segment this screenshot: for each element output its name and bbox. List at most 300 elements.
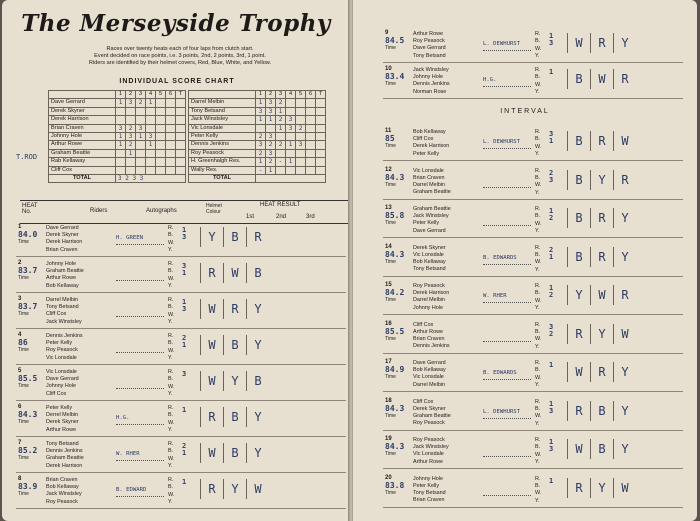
time-label: Time <box>385 81 396 87</box>
rider-name: Arthur Rowe <box>46 426 76 433</box>
result-colour: Y <box>613 33 636 53</box>
colour-code: R. <box>535 360 541 366</box>
heat-number: 18 <box>385 397 392 404</box>
position-mark: 1 <box>549 68 554 76</box>
heat-number: 14 <box>385 243 392 250</box>
rider-name: Rab Kellaway <box>49 158 116 166</box>
heat-number-block <box>18 224 46 245</box>
position-marks <box>182 443 196 457</box>
colour-code: B. <box>168 484 174 491</box>
rider-name: Dave Gerrard <box>46 225 79 231</box>
rider-list <box>46 477 112 506</box>
score-cell <box>316 124 326 132</box>
score-row <box>49 141 186 149</box>
heat-time: 84.5 <box>385 36 405 45</box>
colour-code: W. <box>168 491 175 498</box>
score-row <box>49 116 186 124</box>
heat-column-label: HEAT No. <box>22 203 38 215</box>
position-mark: 3 <box>182 233 187 241</box>
time-label: Time <box>18 275 29 281</box>
heat-row <box>16 368 346 401</box>
score-cell: 1 <box>146 141 156 149</box>
colour-code: W. <box>535 490 542 497</box>
score-chart-title: INDIVIDUAL SCORE CHART <box>119 78 235 85</box>
helmet-colours <box>535 399 547 429</box>
colour-code: B. <box>168 448 174 455</box>
rider-name: Vic Lonsdale <box>46 369 77 375</box>
colour-code: B. <box>168 304 174 311</box>
heat-number-block <box>18 368 46 389</box>
result-colour: W <box>200 371 223 391</box>
rider-name: Brian Craven <box>49 124 116 132</box>
colour-code: B. <box>168 376 174 383</box>
score-cell: 1 <box>116 141 126 149</box>
heat-time: 83.7 <box>18 302 38 311</box>
result-colour: R <box>246 227 269 247</box>
score-cell: 3 <box>286 116 296 124</box>
colour-code: B. <box>535 482 541 489</box>
time-label: Time <box>385 45 396 51</box>
colour-code: R. <box>535 206 541 212</box>
heat-number-block <box>385 167 413 188</box>
result-colour: Y <box>613 439 636 459</box>
rider-name: Brian Craven <box>413 497 445 504</box>
score-header-cell: 4 <box>146 91 156 99</box>
score-row <box>189 149 326 157</box>
time-label: Time <box>385 297 396 303</box>
colour-code: R. <box>535 321 541 328</box>
colour-code: Y. <box>535 459 540 466</box>
score-cell <box>166 116 176 124</box>
position-marks <box>182 479 196 486</box>
score-header-name <box>189 91 256 99</box>
heat-number-block <box>385 30 413 51</box>
result-colour: Y <box>590 170 613 190</box>
total-label: TOTAL <box>49 175 116 183</box>
position-mark: 3 <box>549 406 554 415</box>
rider-name: Graham Beattie <box>413 206 451 212</box>
autograph-line: H.G. <box>116 415 164 425</box>
position-mark: 3 <box>549 445 554 453</box>
heat-row <box>383 128 683 161</box>
position-mark: 1 <box>549 32 554 40</box>
position-mark: 3 <box>182 370 187 378</box>
score-cell <box>316 107 326 115</box>
riders-column-label: Riders <box>90 208 108 214</box>
heat-row <box>383 321 683 354</box>
score-header-cell: 3 <box>276 91 286 99</box>
colour-code: B. <box>535 405 541 412</box>
colour-code: R. <box>535 167 541 174</box>
score-header-cell: T <box>176 91 186 99</box>
colour-code: B. <box>535 290 541 297</box>
heat-result <box>567 324 636 344</box>
heat-time: 84.3 <box>385 442 405 451</box>
autograph-line <box>116 379 164 389</box>
heat-number: 13 <box>385 205 392 211</box>
heat-result <box>567 401 636 421</box>
colour-code: W. <box>168 347 175 354</box>
score-cell <box>286 166 296 174</box>
heat-number: 4 <box>18 332 22 338</box>
position-mark: 1 <box>549 476 554 485</box>
position-marks <box>549 247 563 261</box>
score-cell: - <box>276 158 286 166</box>
heat-number: 19 <box>385 436 392 442</box>
rider-name: Vic Lonsdale <box>46 354 77 361</box>
rider-name: Jack Winstsley <box>46 318 82 325</box>
intro-text <box>50 46 310 67</box>
rider-name: Cliff Cox <box>46 390 67 397</box>
rider-name: Tony Betsand <box>189 107 256 115</box>
autograph-line: W. RHER <box>483 293 531 303</box>
autograph-line <box>483 332 531 342</box>
rider-name: Vic Lonsdale <box>413 251 444 258</box>
heat-row <box>383 282 683 315</box>
rider-name: Brian Craven <box>413 335 445 342</box>
colour-code: Y. <box>168 391 173 398</box>
score-cell <box>296 149 306 157</box>
rider-list <box>413 476 479 505</box>
result-colour: R <box>613 170 636 190</box>
rider-name: Cliff Cox <box>49 166 116 174</box>
time-label: Time <box>385 181 396 188</box>
score-cell <box>116 107 126 115</box>
score-cell: 3 <box>126 99 136 107</box>
heat-result <box>200 299 269 319</box>
rider-name: Tony Betsand <box>46 441 79 447</box>
score-row <box>189 158 326 166</box>
total-label: TOTAL <box>189 175 256 183</box>
colour-code: W. <box>168 311 175 318</box>
score-cell <box>296 116 306 124</box>
heat-row <box>383 436 683 469</box>
heat-number: 7 <box>18 440 22 446</box>
result-colour: Y <box>590 478 613 498</box>
score-cell <box>136 149 146 157</box>
score-cell <box>156 141 166 149</box>
score-cell: 2 <box>266 158 276 166</box>
rider-name: Darrel Melbin <box>413 297 446 304</box>
rider-name: Cliff Cox <box>413 321 434 328</box>
colour-code: B. <box>168 268 174 275</box>
rider-name: Dennis Jenkins <box>413 343 450 350</box>
position-mark: 1 <box>549 399 554 408</box>
time-label: Time <box>385 143 396 149</box>
rider-list <box>413 322 479 351</box>
rider-name: Graham Beattie <box>413 189 451 196</box>
score-cell <box>296 99 306 107</box>
heat-row <box>383 205 683 238</box>
score-row <box>49 149 186 157</box>
heat-number: 11 <box>385 128 392 134</box>
heat-time: 84.3 <box>18 410 38 419</box>
heat-row <box>16 224 346 257</box>
position-marks <box>549 170 563 184</box>
colour-code: W. <box>535 220 542 227</box>
autograph-line <box>483 447 531 457</box>
time-label: Time <box>18 383 29 389</box>
result-colour: W <box>567 362 590 382</box>
score-header-cell: 6 <box>306 91 316 99</box>
result-colour: W <box>567 439 590 459</box>
result-colour: Y <box>223 371 246 391</box>
heat-result <box>200 479 269 499</box>
rider-name: Darrel Melbin <box>413 181 446 188</box>
result-colour: W <box>613 131 636 151</box>
rider-list <box>46 369 112 398</box>
time-label: Time <box>385 335 396 342</box>
position-mark: 1 <box>549 207 554 215</box>
result-colour: Y <box>613 401 636 421</box>
heat-row <box>16 476 346 509</box>
score-cell <box>306 99 316 107</box>
heat-time: 84.3 <box>385 403 405 413</box>
time-label: Time <box>18 491 29 497</box>
result-colour: R <box>613 69 636 89</box>
heat-time: 83.7 <box>18 266 38 275</box>
score-cell <box>296 133 306 141</box>
colour-code: Y. <box>535 53 540 60</box>
colour-code: Y. <box>535 343 540 350</box>
score-cell <box>286 107 296 115</box>
score-cell <box>156 158 166 166</box>
score-header-name <box>49 91 116 99</box>
score-row <box>189 99 326 107</box>
rider-name: Vic Lonsdale <box>413 451 444 458</box>
heat-number: 10 <box>385 66 392 72</box>
rider-name: Brian Craven <box>46 477 78 483</box>
score-cell <box>176 107 186 115</box>
autograph-line: B. EDWARD <box>116 487 164 497</box>
colour-code: W. <box>535 374 542 381</box>
colour-code: Y. <box>535 420 540 427</box>
colour-code: W. <box>535 413 542 420</box>
result-colour: W <box>613 478 636 498</box>
result-colour: Y <box>613 247 636 267</box>
score-row <box>49 166 186 174</box>
score-row <box>49 99 186 107</box>
heat-number: 15 <box>385 282 392 288</box>
score-cell <box>176 124 186 132</box>
heat-number: 17 <box>385 359 392 365</box>
score-cell <box>286 133 296 141</box>
colour-code: Y. <box>535 228 540 235</box>
rider-name: Dennis Jenkins <box>46 333 83 339</box>
heat-number: 9 <box>385 30 389 36</box>
score-row <box>189 133 326 141</box>
time-label: Time <box>18 455 29 461</box>
heat-number-block <box>385 66 413 87</box>
score-header-cell: T <box>316 91 326 99</box>
autograph-line: W. RHER <box>116 451 164 461</box>
heat-row <box>16 404 346 437</box>
rider-name: Cliff Cox <box>413 136 434 143</box>
rider-name: Arthur Rowe <box>46 275 76 282</box>
rider-name: Vic Lonsdale <box>413 167 444 174</box>
position-mark: 1 <box>549 361 554 369</box>
position-mark: 1 <box>182 226 187 234</box>
helmet-colours <box>535 67 547 97</box>
heat-row <box>383 475 683 508</box>
rider-name: Bob Kellaway <box>413 129 446 135</box>
third-label: 3rd <box>306 214 315 220</box>
score-cell <box>166 99 176 107</box>
position-mark: 3 <box>549 175 554 184</box>
score-header-cell: 5 <box>296 91 306 99</box>
result-colour: R <box>567 478 590 498</box>
rider-name: Graham Beattie <box>46 455 84 462</box>
heat-number-block <box>385 436 413 457</box>
score-cell: 3 <box>266 107 276 115</box>
result-colour: Y <box>246 299 269 319</box>
result-colour: R <box>223 299 246 319</box>
rider-name: Derek Harrison <box>413 143 450 150</box>
rider-name: Dennis Jenkins <box>413 81 450 88</box>
position-mark: 1 <box>182 406 187 414</box>
helmet-colours <box>168 261 180 291</box>
colour-code: Y. <box>535 151 540 158</box>
position-marks <box>549 285 563 299</box>
colour-code: W. <box>168 455 175 462</box>
time-label: Time <box>18 239 29 245</box>
programme-title: The Merseyside Trophy <box>21 10 331 37</box>
helmet-colours <box>535 437 547 467</box>
heat-number-block <box>385 398 413 419</box>
result-colour: B <box>567 208 590 228</box>
colour-code: Y. <box>168 319 173 326</box>
rider-list <box>46 441 112 470</box>
score-cell <box>306 124 316 132</box>
score-table-right <box>188 90 326 183</box>
rider-name: Bob Kellaway <box>413 367 446 374</box>
score-header-cell: 2 <box>266 91 276 99</box>
result-colour: B <box>590 439 613 459</box>
heat-number-block <box>18 332 46 353</box>
heat-number-block <box>18 296 46 317</box>
score-cell: 2 <box>126 141 136 149</box>
position-mark: 1 <box>182 341 187 349</box>
left-page <box>2 0 350 521</box>
score-cell <box>276 133 286 141</box>
rider-name: Vic Lonsdale <box>189 124 256 132</box>
rider-name: Derek Skyner <box>413 244 446 251</box>
score-cell <box>116 149 126 157</box>
score-cell <box>116 166 126 174</box>
helmet-colours <box>535 322 547 352</box>
rider-name: Johnny Hole <box>413 304 443 311</box>
position-marks <box>549 69 563 76</box>
score-cell <box>126 166 136 174</box>
colour-code: B. <box>535 174 541 181</box>
score-cell: 3 <box>266 99 276 107</box>
colour-code: B. <box>535 251 541 258</box>
interval-label: INTERVAL <box>500 108 550 115</box>
rider-name: Jack Winstsley <box>413 67 449 73</box>
colour-code: Y. <box>535 266 540 273</box>
rider-name: Arthur Rowe <box>49 141 116 149</box>
score-row <box>49 133 186 141</box>
colour-code: B. <box>535 38 541 45</box>
score-row <box>189 107 326 115</box>
result-colour: W <box>590 285 613 305</box>
position-mark: 2 <box>549 291 554 299</box>
rider-list <box>413 283 479 312</box>
rider-name: Dave Gerrard <box>49 99 116 107</box>
result-colour: B <box>223 335 246 355</box>
heat-number: 2 <box>18 260 22 266</box>
rider-name: Tony Betsand <box>413 489 446 496</box>
rider-name: Derek Skyner <box>46 232 79 239</box>
score-row <box>49 107 186 115</box>
colour-code: Y. <box>535 189 540 196</box>
colour-code: Y. <box>535 89 540 96</box>
rider-name: Derek Harrison <box>46 239 83 246</box>
colour-code: R. <box>168 225 174 231</box>
time-label: Time <box>18 347 29 353</box>
score-cell <box>166 107 176 115</box>
score-cell: 3 <box>256 141 266 149</box>
result-colour: B <box>223 443 246 463</box>
heat-number-block <box>385 321 413 342</box>
heat-number-block <box>18 476 46 497</box>
score-cell <box>306 158 316 166</box>
score-cell <box>316 116 326 124</box>
rider-list <box>46 261 112 290</box>
result-colour: R <box>200 479 223 499</box>
rider-name: Derek Skyner <box>413 405 446 412</box>
colour-code: R. <box>168 441 174 447</box>
colour-code: B. <box>168 232 174 239</box>
rider-name: Cliff Cox <box>413 398 434 405</box>
score-cell <box>306 107 316 115</box>
heat-number: 12 <box>385 166 392 173</box>
colour-code: R. <box>535 283 541 289</box>
rider-name: Roy Peasock <box>413 420 445 427</box>
score-header-cell: 5 <box>156 91 166 99</box>
colour-code: W. <box>535 336 542 343</box>
heat-time: 85.8 <box>385 211 405 220</box>
rider-name: Peter Kelly <box>189 133 256 141</box>
score-header-cell: 1 <box>256 91 266 99</box>
rider-name: Darrel Melbin <box>413 381 446 388</box>
colour-code: Y. <box>168 247 173 254</box>
autograph-line <box>483 486 531 496</box>
position-marks <box>549 478 563 485</box>
helmet-colours <box>168 333 180 363</box>
score-cell: 1 <box>256 158 266 166</box>
score-header-cell: 4 <box>286 91 296 99</box>
score-cell: 1 <box>276 124 286 132</box>
heat-number-block <box>385 359 413 380</box>
rider-name: Tony Betsand <box>46 304 79 311</box>
heat-time: 84.3 <box>385 172 405 182</box>
rider-list <box>46 405 112 434</box>
result-colour: Y <box>613 208 636 228</box>
heat-number-block <box>385 244 413 265</box>
heat-result <box>567 247 636 267</box>
rider-name: Derek Skyner <box>49 107 116 115</box>
score-cell <box>156 124 166 132</box>
score-cell <box>316 141 326 149</box>
score-cell <box>156 149 166 157</box>
heat-result <box>200 335 269 355</box>
score-cell: 2 <box>276 99 286 107</box>
score-cell <box>266 124 276 132</box>
rider-name: Roy Peasock <box>46 347 78 354</box>
rider-list <box>46 297 112 326</box>
rider-name: Roy Peasock <box>413 38 445 45</box>
